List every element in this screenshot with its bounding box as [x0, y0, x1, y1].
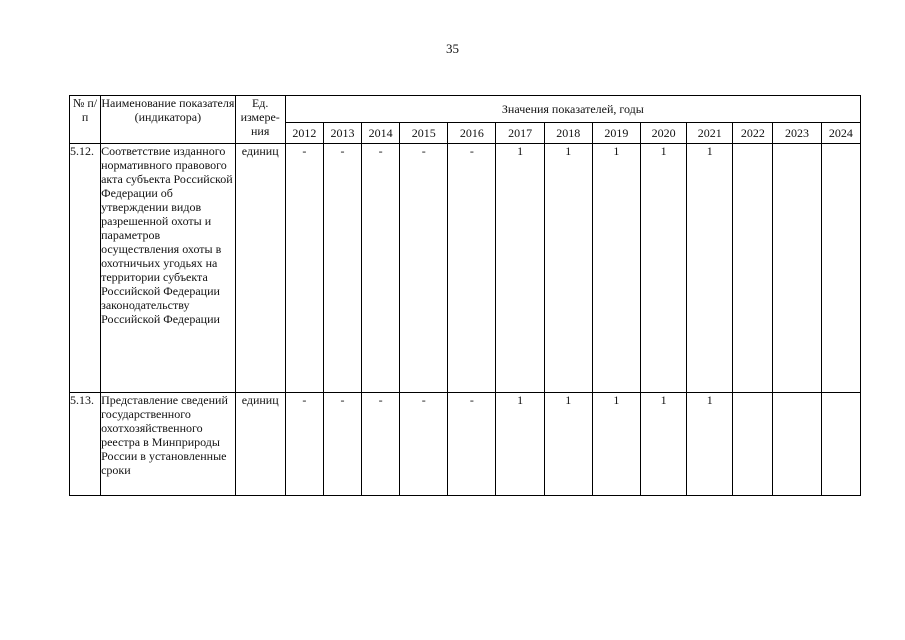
table-row: [70, 144, 861, 393]
value-cell: 1: [496, 144, 544, 393]
header-unit: Ед. измере-ния: [235, 96, 285, 144]
value-cell: 1: [641, 393, 687, 496]
header-year: 2021: [687, 123, 733, 144]
indicators-table: [69, 95, 861, 496]
header-year: 2024: [821, 123, 860, 144]
value-cell: -: [323, 393, 361, 496]
value-cell: 1: [544, 393, 592, 496]
header-year: 2013: [323, 123, 361, 144]
table-row: [70, 393, 861, 496]
indicator-name: Представление сведений государственного охотхозяйственного реестра в Минприроды России в установленные сроки: [101, 393, 235, 496]
header-year: 2022: [733, 123, 773, 144]
header-name: Наименование показателя (индикатора): [101, 96, 235, 144]
unit-cell: единиц: [235, 393, 285, 496]
indicator-name: Соответствие изданного нормативного правового акта субъекта Российской Федерации об утверждении видов разрешенной охоты и параметров осуществления охоты в охотничьих угодьях на территории субъекта Российской Федерации законодательству Российской Федерации: [101, 144, 235, 393]
value-cell: -: [400, 393, 448, 496]
value-cell: 1: [687, 393, 733, 496]
header-year: 2019: [592, 123, 640, 144]
row-number: 5.12.: [70, 144, 101, 393]
header-year: 2015: [400, 123, 448, 144]
value-cell: 1: [496, 393, 544, 496]
value-cell: 1: [592, 144, 640, 393]
row-number: 5.13.: [70, 393, 101, 496]
header-year: 2020: [641, 123, 687, 144]
value-cell: -: [285, 393, 323, 496]
value-cell: [821, 144, 860, 393]
page-number: 35: [446, 41, 459, 56]
header-year: 2018: [544, 123, 592, 144]
unit-cell: единиц: [235, 144, 285, 393]
value-cell: -: [323, 144, 361, 393]
value-cell: [733, 144, 773, 393]
value-cell: 1: [687, 144, 733, 393]
value-cell: -: [362, 144, 400, 393]
value-cell: -: [448, 144, 496, 393]
value-cell: -: [362, 393, 400, 496]
value-cell: [733, 393, 773, 496]
value-cell: 1: [544, 144, 592, 393]
value-cell: [821, 393, 860, 496]
value-cell: -: [448, 393, 496, 496]
header-values-group: Значения показателей, годы: [285, 96, 860, 123]
value-cell: [773, 393, 821, 496]
header-year: 2017: [496, 123, 544, 144]
header-year: 2012: [285, 123, 323, 144]
value-cell: 1: [641, 144, 687, 393]
value-cell: 1: [592, 393, 640, 496]
value-cell: -: [400, 144, 448, 393]
header-year: 2023: [773, 123, 821, 144]
header-year: 2016: [448, 123, 496, 144]
header-num: № п/п: [70, 96, 101, 144]
value-cell: -: [285, 144, 323, 393]
header-year: 2014: [362, 123, 400, 144]
value-cell: [773, 144, 821, 393]
